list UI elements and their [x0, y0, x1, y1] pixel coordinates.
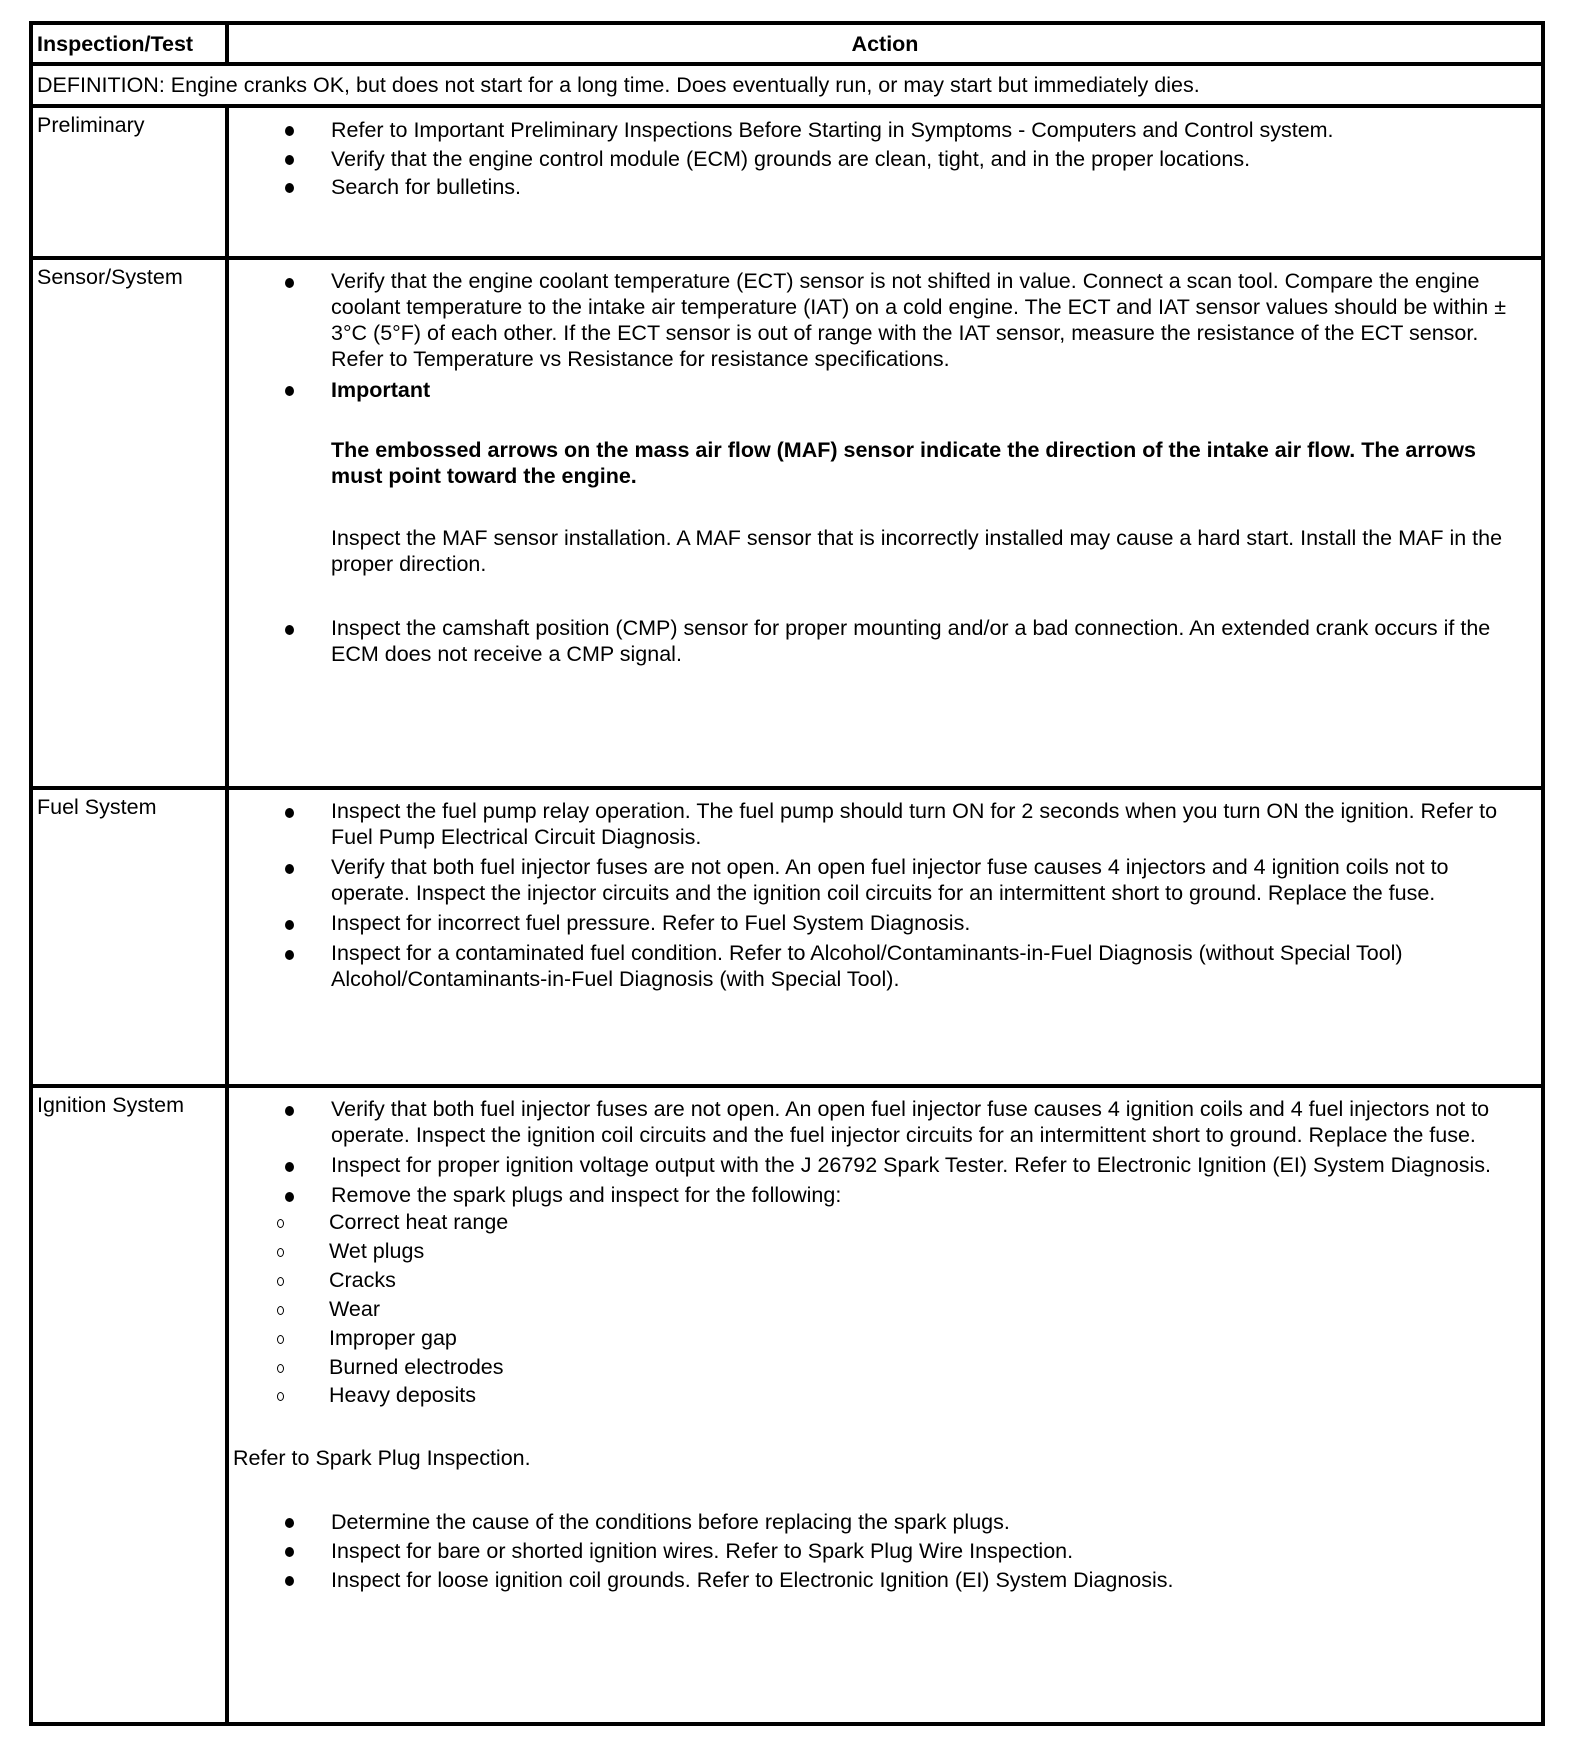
row-label-sensor-system: Sensor/System — [33, 260, 229, 786]
sub-list-item: Wet plugs — [229, 1237, 1541, 1266]
list-item: Remove the spark plugs and inspect for the following: — [229, 1182, 1527, 1208]
list-item: Inspect for a contaminated fuel condition. Refer to Alcohol/Contaminants-in-Fuel Diagnosis (without Special Tool) Alcohol/Contaminants-in-Fuel Diagnosis (with Special Tool). — [229, 940, 1527, 992]
list-item: Inspect the camshaft position (CMP) sensor for proper mounting and/or a bad connection. An extended crank occurs if the ECM does not receive a CMP signal. — [229, 615, 1527, 667]
spark-plug-inspection-ref: Refer to Spark Plug Inspection. — [233, 1446, 531, 1471]
list-item: Verify that both fuel injector fuses are not open. An open fuel injector fuse causes 4 injectors and 4 ignition coils not to operate. Inspect the injector circuits and the ignition coil circuits for an intermittent short to ground. Replace the fuse. — [229, 854, 1527, 910]
table-row-preliminary — [33, 108, 1541, 260]
sub-list-item: Heavy deposits — [229, 1381, 1541, 1410]
table-row-sensor-system — [33, 260, 1541, 790]
sub-list-item: Burned electrodes — [229, 1353, 1541, 1382]
list-item: Inspect for bare or shorted ignition wires. Refer to Spark Plug Wire Inspection. — [229, 1537, 1527, 1566]
sub-list-item: Improper gap — [229, 1324, 1541, 1353]
important-note: The embossed arrows on the mass air flow (MAF) sensor indicate the direction of the intake air flow. The arrows must point toward the engine. — [331, 437, 1476, 488]
header-inspection-test: Inspection/Test — [33, 25, 229, 62]
table-row-fuel-system — [33, 790, 1541, 1088]
sensor-system-list — [229, 268, 1541, 405]
sub-list-item: Cracks — [229, 1266, 1541, 1295]
spark-plug-checklist — [229, 1208, 1541, 1410]
sub-list-item: Wear — [229, 1295, 1541, 1324]
sub-list-item: Correct heat range — [229, 1208, 1541, 1237]
list-item: Verify that the engine control module (ECM) grounds are clean, tight, and in the proper locations. — [229, 145, 1527, 174]
fuel-system-list — [229, 798, 1541, 992]
list-item: Inspect for loose ignition coil grounds. Refer to Electronic Ignition (EI) System Diagnosis. — [229, 1566, 1527, 1595]
list-item: Inspect the fuel pump relay operation. The fuel pump should turn ON for 2 seconds when you turn ON the ignition. Refer to Fuel Pump Electrical Circuit Diagnosis. — [229, 798, 1527, 854]
list-item: Inspect for proper ignition voltage output with the J 26792 Spark Tester. Refer to Electronic Ignition (EI) System Diagnosis. — [229, 1152, 1527, 1182]
table-row-ignition-system — [33, 1088, 1541, 1722]
ignition-system-list — [229, 1096, 1541, 1208]
definition-row — [33, 66, 1541, 108]
definition-text: DEFINITION: Engine cranks OK, but does not start for a long time. Does eventually run, or may start but immediately dies. — [37, 73, 1200, 97]
diagnostic-table — [29, 21, 1545, 1726]
list-item: Search for bulletins. — [229, 173, 1527, 202]
preliminary-list — [229, 116, 1541, 202]
sensor-system-list-2 — [229, 615, 1541, 667]
header-action: Action — [851, 32, 919, 56]
row-label-ignition-system: Ignition System — [33, 1088, 229, 1722]
important-label: Important — [229, 376, 1527, 405]
list-item: Refer to Important Preliminary Inspections Before Starting in Symptoms - Computers and Control system. — [229, 116, 1527, 145]
maf-inspection-text: Inspect the MAF sensor installation. A MAF sensor that is incorrectly installed may cause a hard start. Install the MAF in the proper direction. — [331, 525, 1503, 576]
row-label-preliminary: Preliminary — [33, 108, 229, 256]
list-item: Inspect for incorrect fuel pressure. Refer to Fuel System Diagnosis. — [229, 910, 1527, 940]
ignition-final-list — [229, 1508, 1541, 1594]
table-header-row — [33, 25, 1541, 66]
list-item: Verify that both fuel injector fuses are not open. An open fuel injector fuse causes 4 ignition coils and 4 fuel injectors not to operate. Inspect the ignition coil circuits and the fuel injector circuits for an intermittent short to ground. Replace the fuse. — [229, 1096, 1527, 1152]
row-label-fuel-system: Fuel System — [33, 790, 229, 1084]
list-item: Determine the cause of the conditions before replacing the spark plugs. — [229, 1508, 1527, 1537]
list-item: Verify that the engine coolant temperature (ECT) sensor is not shifted in value. Connect a scan tool. Compare the engine coolant temperature to the intake air temperature (IAT) on a cold engine. The ECT and IAT sensor values should be within ± 3°C (5°F) of each other. If the ECT sensor is out of range with the IAT sensor, measure the resistance of the ECT sensor. Refer to Temperature vs Resistance for resistance specifications. — [229, 268, 1527, 376]
